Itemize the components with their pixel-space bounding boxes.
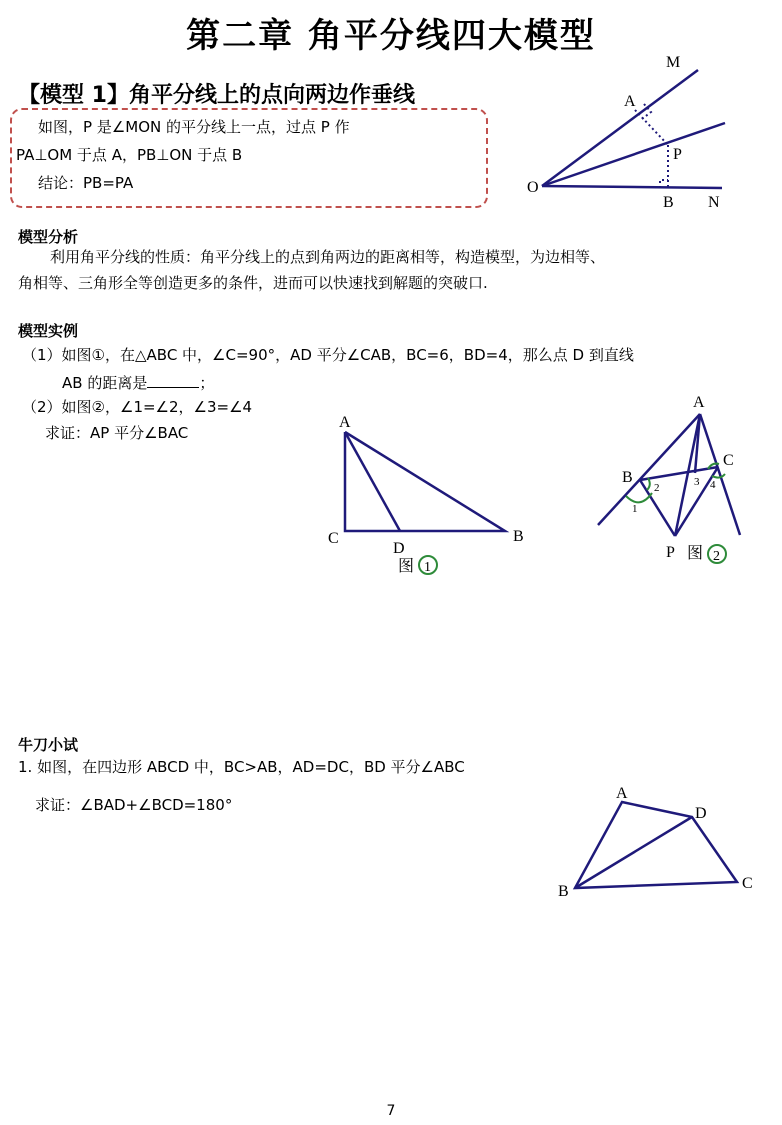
fig1-label-b: B: [513, 528, 524, 545]
line-ac-ext: [700, 414, 740, 535]
figure-2: [590, 390, 760, 575]
ray-on: [542, 186, 722, 188]
fig2-angle-3: 3: [694, 476, 700, 488]
model1-figure: [520, 50, 760, 215]
page-title: 第二章 角平分线四大模型: [186, 16, 596, 56]
figure-1: [320, 410, 540, 585]
fig2-angle-1: 1: [632, 503, 638, 515]
label-p: P: [673, 146, 682, 163]
q1-line2: [62, 372, 214, 394]
fig1-number: 1: [424, 560, 431, 575]
fig1-caption: 图: [398, 558, 415, 575]
analysis-heading: 模型分析: [18, 228, 79, 246]
examples-heading: 模型实例: [18, 322, 79, 340]
perp-pa: [635, 110, 668, 145]
fig2-label-c: C: [723, 452, 734, 469]
answer-blank[interactable]: [147, 373, 199, 388]
practice-heading: 牛刀小试: [18, 736, 79, 754]
quad-abcd: [575, 802, 737, 888]
segment-bc: [640, 467, 718, 480]
label-m: M: [666, 54, 681, 71]
fig2-label-p: P: [666, 544, 675, 561]
fig1-label-d: D: [393, 540, 405, 557]
label-b: B: [663, 194, 674, 211]
analysis-line2: 角相等、三角形全等创造更多的条件，进而可以快速找到解题的突破口.: [18, 274, 488, 292]
q1-line2-text: AB 的距离是: [62, 374, 148, 392]
analysis-line1: 利用角平分线的性质：角平分线上的点到角两边的距离相等，构造模型，为边相等、: [50, 248, 606, 266]
triangle-abc: [345, 432, 505, 531]
practice-label-a: A: [616, 785, 628, 802]
fig2-label-b: B: [622, 469, 633, 486]
model1-line1: 如图，P 是∠MON 的平分线上一点，过点 P 作: [38, 118, 350, 136]
fig2-label-a: A: [693, 394, 705, 411]
label-o: O: [527, 179, 539, 196]
q2-line1: （2）如图②，∠1=∠2，∠3=∠4: [22, 398, 253, 416]
practice-label-c: C: [742, 875, 753, 892]
label-n: N: [708, 194, 720, 211]
q2-line2: 求证：AP 平分∠BAC: [45, 424, 189, 442]
practice-figure: [550, 780, 765, 900]
practice-label-d: D: [695, 805, 707, 822]
ray-om: [542, 70, 698, 186]
model1-conclusion: 结论：PB=PA: [38, 174, 134, 192]
fig2-number: 2: [713, 549, 720, 564]
diagonal-bd: [575, 817, 692, 888]
model1-heading: 【模型 1】角平分线上的点向两边作垂线: [18, 83, 415, 108]
fig2-angle-4: 4: [710, 479, 716, 491]
fig2-angle-2: 2: [654, 482, 660, 494]
page-number: 7: [386, 1103, 396, 1119]
ray-op: [542, 123, 725, 186]
q1-line2-end: ；: [199, 374, 215, 392]
practice-q1-line1: 1. 如图，在四边形 ABCD 中，BC>AB，AD=DC，BD 平分∠ABC: [18, 758, 465, 776]
fig1-label-c: C: [328, 530, 339, 547]
fig2-caption: 图: [687, 545, 704, 562]
fig1-label-a: A: [339, 414, 351, 431]
segment-ad: [345, 432, 400, 531]
practice-q1-line2: 求证：∠BAD+∠BCD=180°: [35, 796, 233, 814]
label-a: A: [624, 93, 636, 110]
model1-line2: PA⊥OM 于点 A，PB⊥ON 于点 B: [16, 146, 243, 164]
line-ab-ext: [598, 414, 700, 525]
q1-line1: （1）如图①，在△ABC 中，∠C=90°，AD 平分∠CAB，BC=6，BD=4，那么点 D 到直线: [22, 346, 634, 364]
practice-label-b: B: [558, 883, 569, 900]
